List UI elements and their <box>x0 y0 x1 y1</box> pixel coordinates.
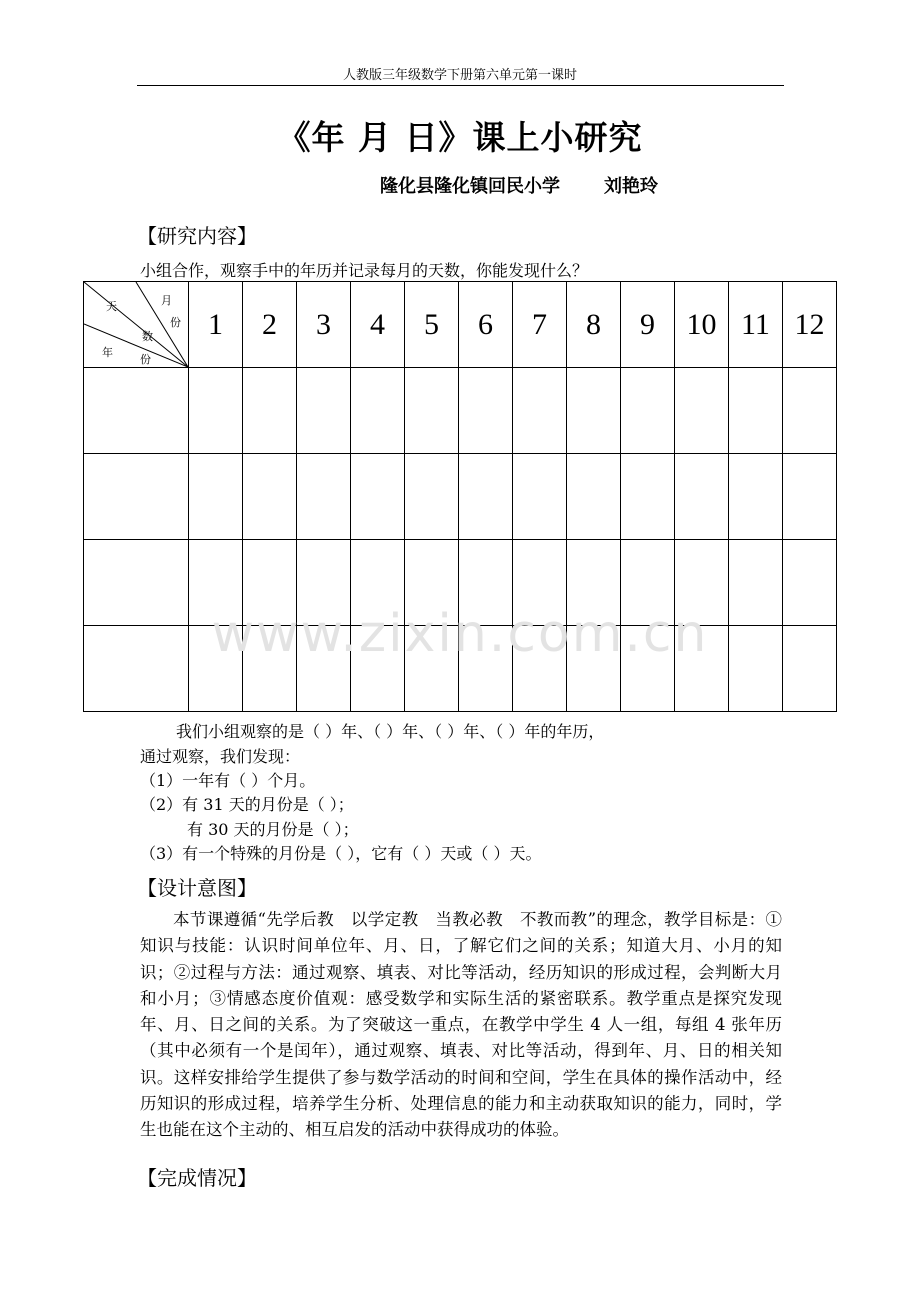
month-header: 2 <box>243 282 297 368</box>
question-3: （3）有一个特殊的月份是（ ），它有（ ）天或（ ）天。 <box>140 844 542 863</box>
day-cell[interactable] <box>297 454 351 540</box>
corner-label-yue: 月 <box>161 294 172 307</box>
day-cell[interactable] <box>243 454 297 540</box>
corner-label-tian: 天 <box>106 300 117 313</box>
day-cell[interactable] <box>351 368 405 454</box>
question-2b: 有 30 天的月份是（ ）； <box>187 820 359 839</box>
page-header: 人教版三年级数学下册第六单元第一课时 <box>342 68 577 83</box>
day-cell[interactable] <box>513 368 567 454</box>
day-cell[interactable] <box>243 368 297 454</box>
table-row <box>84 368 837 454</box>
corner-label-shu: 数 <box>142 330 153 343</box>
month-header: 10 <box>675 282 729 368</box>
day-cell[interactable] <box>297 368 351 454</box>
month-header: 9 <box>621 282 675 368</box>
day-cell[interactable] <box>783 454 837 540</box>
design-paragraph: 本节课遵循“先学后教 以学定教 当教必教 不教而教”的理念，教学目标是：①知识与技能：认识时间单位年、月、日，了解它们之间的关系；知道大月、小月的知识；②过程与方法：通过观察、填表、对比等活动，经历知识的形成过程，会判断大月和小月；③情感态度价值观：感受数学和实际生活的紧密联系。教学重点是探究发现年、月、日之间的关系。为了突破这一重点，在教学中学生 4 人一组，每组 4 张年历（其中必须有一个是闰年），通过观察、填表、对比等活动，得到年、月、日的相关知识。这样安排给学生提供了参与数学活动的时间和空间，学生在具体的操作活动中，经历知识的形成过程，培养学生分析、处理信息的能力和主动获取知识的能力，同时，学生也能在这个主动的、相互启发的活动中获得成功的体验。 <box>140 910 782 1140</box>
day-cell[interactable] <box>567 368 621 454</box>
author-name: 刘艳玲 <box>604 176 658 197</box>
day-cell[interactable] <box>729 368 783 454</box>
day-cell[interactable] <box>189 454 243 540</box>
day-cell[interactable] <box>729 454 783 540</box>
findings-intro: 通过观察，我们发现： <box>140 747 301 766</box>
month-header: 8 <box>567 282 621 368</box>
author-school: 隆化县隆化镇回民小学 <box>380 176 560 197</box>
day-cell[interactable] <box>405 454 459 540</box>
corner-cell <box>84 282 189 368</box>
author-line <box>380 172 658 198</box>
day-cell[interactable] <box>675 368 729 454</box>
corner-label-fen1: 份 <box>170 316 181 329</box>
watermark: www.zixin.com.cn <box>211 604 709 664</box>
document-title: 《年 月 日》课上小研究 <box>277 118 643 157</box>
section-design-heading: 【设计意图】 <box>137 876 257 900</box>
month-header: 3 <box>297 282 351 368</box>
question-2a: （2）有 31 天的月份是（ ）； <box>140 795 354 814</box>
month-header: 4 <box>351 282 405 368</box>
year-cell[interactable] <box>84 454 189 540</box>
day-cell[interactable] <box>621 368 675 454</box>
day-cell[interactable] <box>567 454 621 540</box>
question-1: （1）一年有（ ）个月。 <box>140 771 316 790</box>
day-cell[interactable] <box>513 454 567 540</box>
month-header: 12 <box>783 282 837 368</box>
day-cell[interactable] <box>405 368 459 454</box>
header-rule <box>137 85 784 86</box>
section-completion-heading: 【完成情况】 <box>137 1166 257 1190</box>
day-cell[interactable] <box>621 454 675 540</box>
month-header: 6 <box>459 282 513 368</box>
corner-label-fen2: 份 <box>140 353 151 366</box>
day-cell[interactable] <box>459 454 513 540</box>
day-cell[interactable] <box>351 454 405 540</box>
day-cell[interactable] <box>675 454 729 540</box>
day-cell[interactable] <box>189 368 243 454</box>
month-header: 1 <box>189 282 243 368</box>
observed-years-line: 我们小组观察的是（ ）年、（ ）年、（ ）年、（ ）年的年历， <box>176 722 605 741</box>
intro-text: 小组合作，观察手中的年历并记录每月的天数，你能发现什么？ <box>140 261 589 280</box>
month-header: 5 <box>405 282 459 368</box>
year-cell[interactable] <box>84 368 189 454</box>
section-research-heading: 【研究内容】 <box>137 224 257 248</box>
day-cell[interactable] <box>783 368 837 454</box>
table-header-row <box>84 282 837 368</box>
day-cell[interactable] <box>459 368 513 454</box>
corner-label-nian: 年 <box>102 346 113 359</box>
month-header: 7 <box>513 282 567 368</box>
month-header: 11 <box>729 282 783 368</box>
table-row <box>84 454 837 540</box>
